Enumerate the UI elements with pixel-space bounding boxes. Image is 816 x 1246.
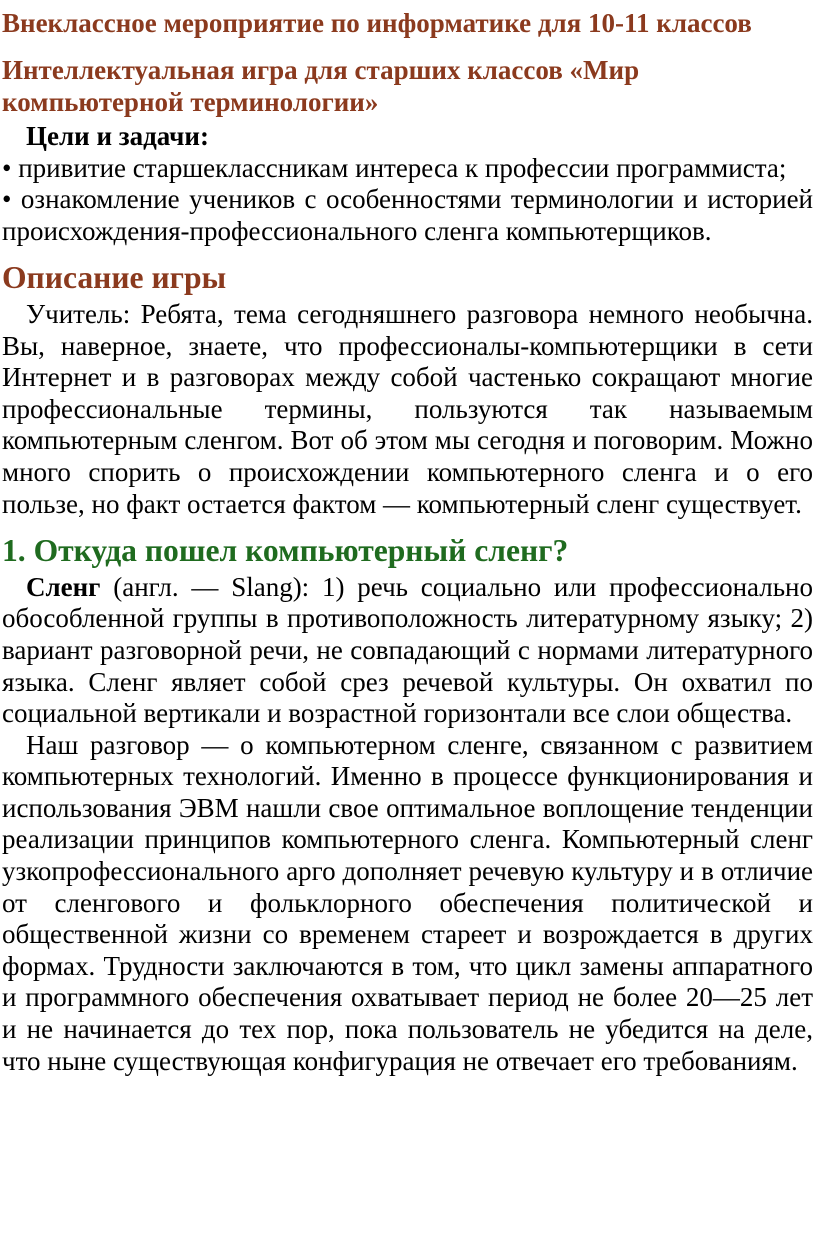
document-title: Внеклассное мероприятие по информатике для 10-11 классов xyxy=(2,8,752,38)
description-paragraph: Учитель: Ребята, тема сегодняшнего разговора немного необычна. Вы, наверное, знаете, что профессионалы-компьютерщики в сети Интернет и в разговорах между собой частенько сокращают многие профессиональные термины, пользуются так называемым компьютерным сленгом. Вот об этом мы сегодня и поговорим. Можно много спорить о происхождении компьютерного сленга и о его пользе, но факт остается фактом — компьютерный сленг существует. xyxy=(2,298,813,519)
goals-heading: Цели и задачи: xyxy=(26,121,209,151)
section-heading-slang-origin: 1. Откуда пошел компьютерный сленг? xyxy=(2,533,569,569)
description-heading: Описание игры xyxy=(2,260,227,296)
goal-item-2: • ознакомление учеников с особенностями терминологии и историей происхождения-профессионального сленга компьютерщиков. xyxy=(2,184,813,246)
document-subtitle: Интеллектуальная игра для старших классов «Мир компьютерной терминологии» xyxy=(2,55,640,117)
goal-item-1: • привитие старшеклассникам интереса к профессии программиста; xyxy=(2,152,787,183)
slang-definition-text: (англ. — Slang): 1) речь социально или профессионально обособленной группы в противоположность литературному языку; 2) вариант разговорной речи, не совпадающий с нормами литературного языка. Сленг являет собой срез речевой культуры. Он охватил по социальной вертикали и возрастной горизонтали все слои общества. xyxy=(2,571,813,729)
slang-term: Сленг xyxy=(26,571,101,602)
slang-definition-paragraph xyxy=(2,572,813,730)
computer-slang-paragraph: Наш разговор — о компьютерном сленге, связанном с развитием компьютерных технологий. Именно в процессе функционирования и использования ЭВМ нашли свое оптимальное воплощение тенденции реализации принципов компьютерного сленга. Компьютерный сленг узкопрофессионального арго дополняет речевую культуру и в отличие от сленгового и фольклорного обеспечения политической и общественной жизни со временем стареет и возрождается в других формах. Трудности заключаются в том, что цикл замены аппаратного и программного обеспечения охватывает период не более 20—25 лет и не начинается до тех пор, пока пользователь не убедится на деле, что ныне существующая конфигурация не отвечает его требованиям. xyxy=(2,729,813,1076)
